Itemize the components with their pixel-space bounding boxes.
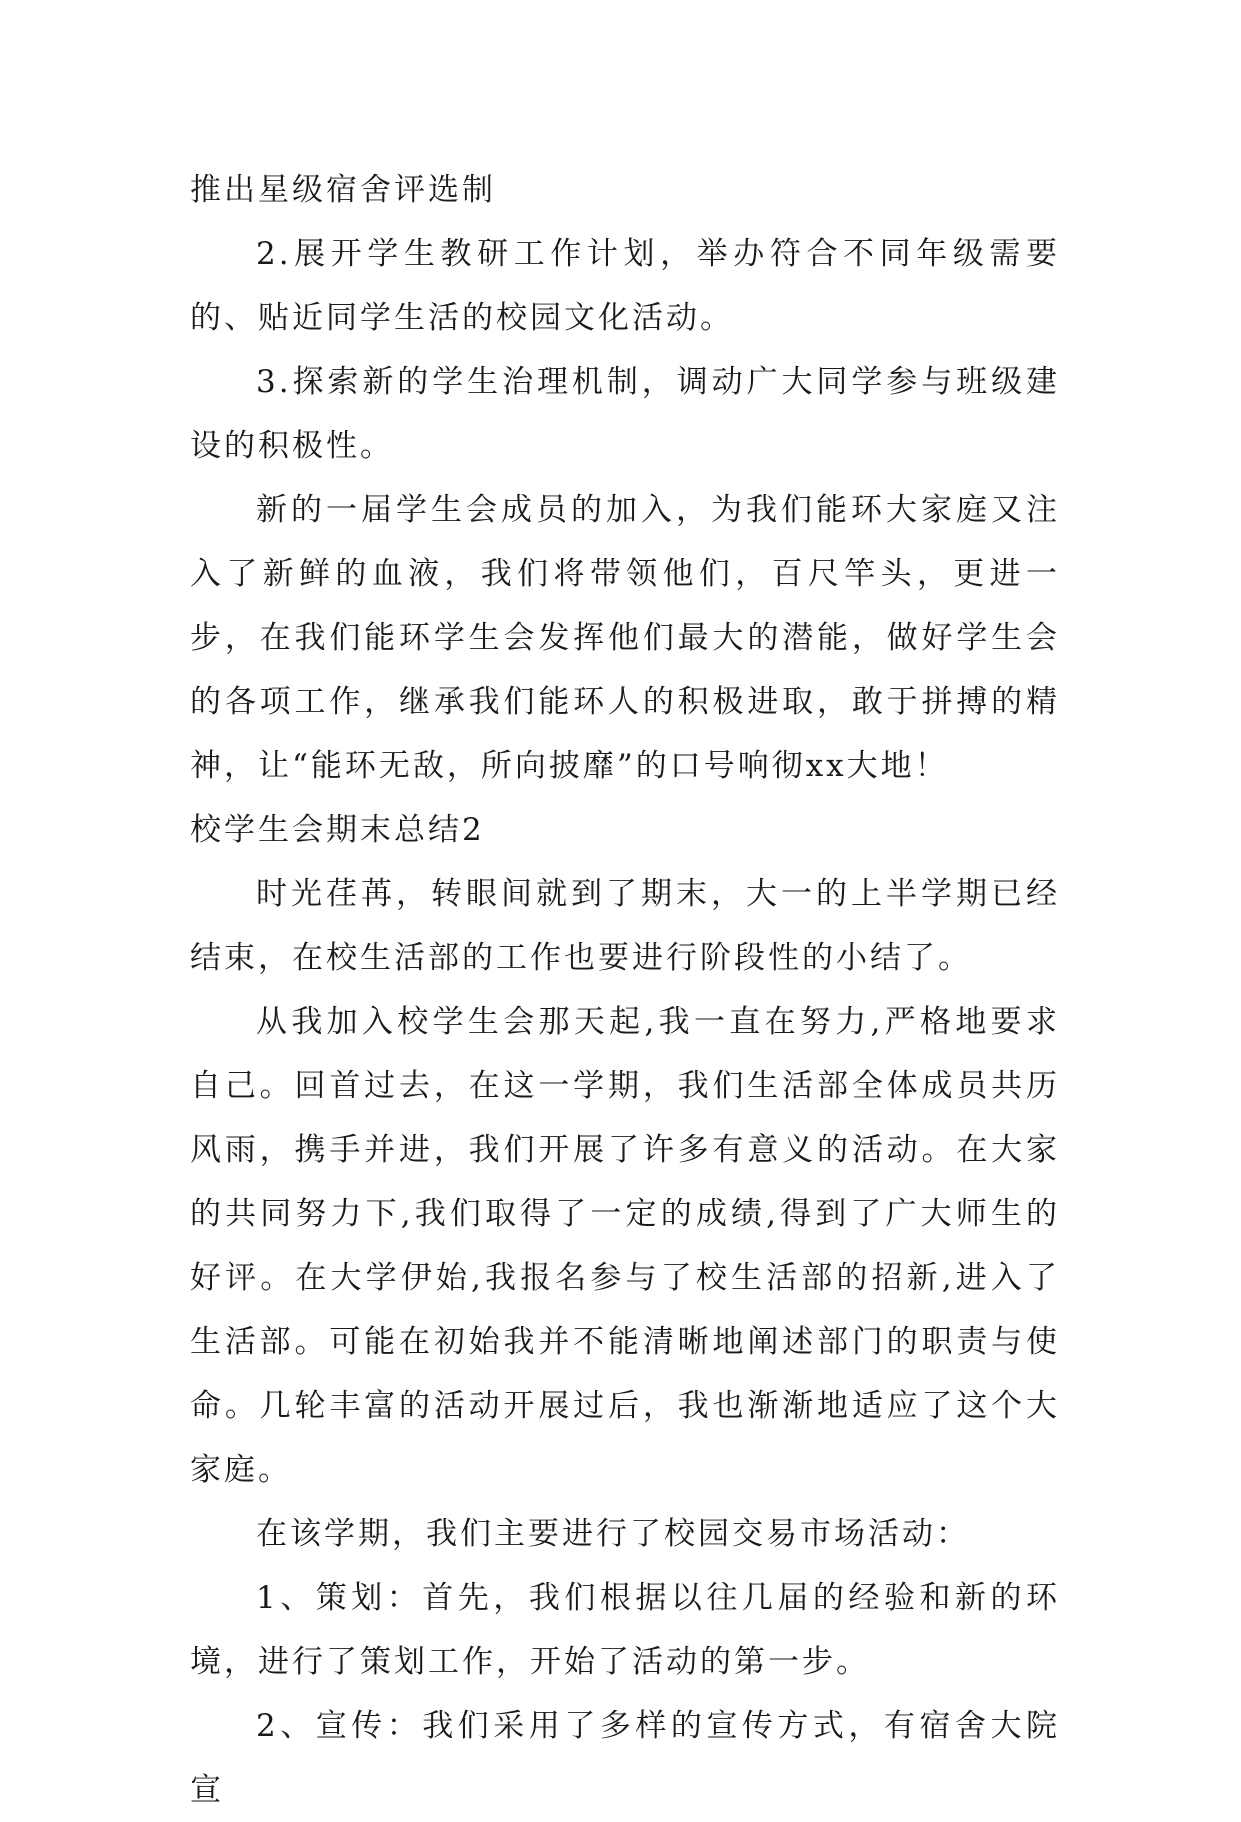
paragraph-heading: 推出星级宿舍评选制 (190, 172, 496, 208)
paragraph: 时光荏苒，转眼间就到了期末，大一的上半学期已经结束，在校生活部的工作也要进行阶段性的小结了。 (190, 876, 1060, 976)
paragraph: 在该学期，我们主要进行了校园交易市场活动： (256, 1516, 970, 1552)
paragraph: 新的一届学生会成员的加入，为我们能环大家庭又注入了新鲜的血液，我们将带领他们，百尺竿头，更进一步，在我们能环学生会发挥他们最大的潜能，做好学生会的各项工作，继承我们能环人的积极进取，敢于拼搏的精神，让“能环无敌，所向披靡”的口号响彻xx大地！ (190, 492, 1060, 784)
section-title: 校学生会期末总结2 (190, 812, 485, 848)
paragraph: 2.展开学生教研工作计划，举办符合不同年级需要的、贴近同学生活的校园文化活动。 (190, 236, 1060, 336)
document-body (190, 158, 1060, 1822)
paragraph: 1、策划：首先，我们根据以往几届的经验和新的环境，进行了策划工作，开始了活动的第一步。 (190, 1580, 1060, 1680)
paragraph: 2、宣传：我们采用了多样的宣传方式，有宿舍大院宣 (190, 1708, 1060, 1808)
paragraph: 3.探索新的学生治理机制，调动广大同学参与班级建设的积极性。 (190, 364, 1060, 464)
paragraph: 从我加入校学生会那天起,我一直在努力,严格地要求自己。回首过去，在这一学期，我们生活部全体成员共历风雨，携手并进，我们开展了许多有意义的活动。在大家的共同努力下,我们取得了一定的成绩,得到了广大师生的好评。在大学伊始,我报名参与了校生活部的招新,进入了生活部。可能在初始我并不能清晰地阐述部门的职责与使命。几轮丰富的活动开展过后，我也渐渐地适应了这个大家庭。 (190, 1004, 1060, 1488)
